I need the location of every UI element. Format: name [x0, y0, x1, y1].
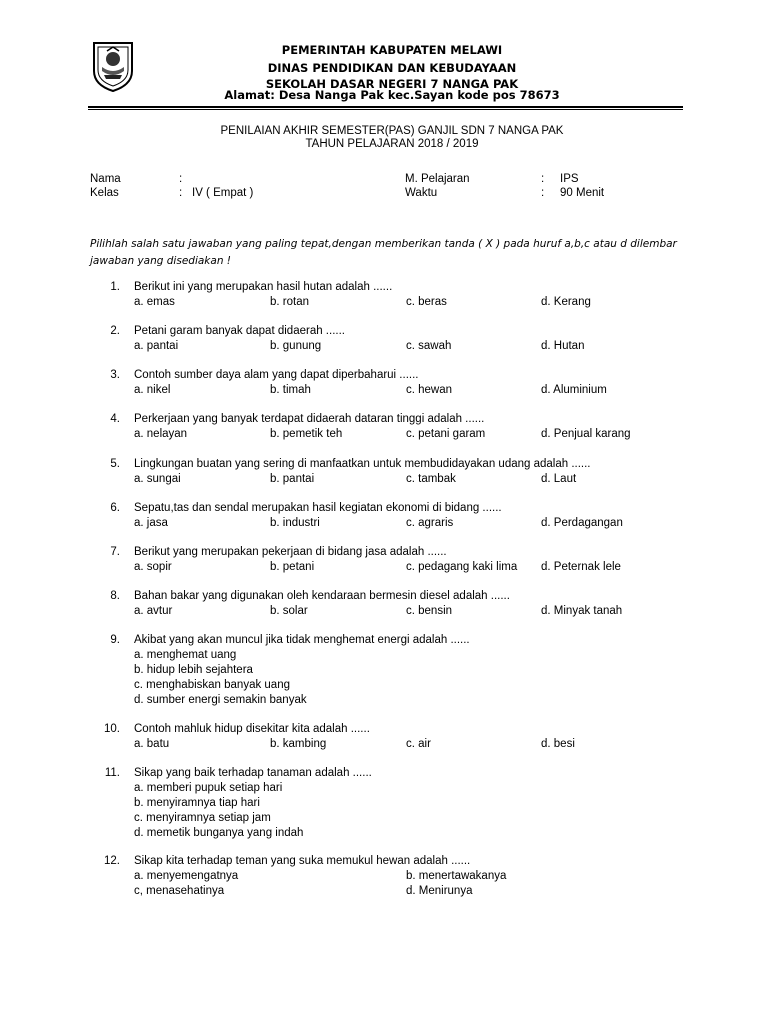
option-a: a. sungai: [134, 473, 181, 485]
option-c: c, menasehatinya: [134, 885, 225, 897]
question-text: Petani garam banyak dapat didaerah ......: [134, 325, 345, 337]
option-a: a. pantai: [134, 340, 179, 352]
question-number: 2.: [110, 325, 120, 337]
question-number: 5.: [110, 458, 120, 470]
option-d: d. Menirunya: [406, 885, 473, 897]
option-d: d. Laut: [541, 473, 577, 485]
question-text: Bahan bakar yang digunakan oleh kendaraan bermesin diesel adalah ......: [134, 590, 510, 602]
option-d: d. Peternak lele: [541, 561, 621, 573]
waktu-value: 90 Menit: [560, 187, 605, 199]
option-b: b. petani: [270, 561, 315, 573]
question-text: Contoh sumber daya alam yang dapat diperbaharui ......: [134, 369, 419, 381]
kelas-colon: :: [179, 187, 183, 199]
option-b: b. solar: [270, 605, 308, 617]
question-text: Sikap kita terhadap teman yang suka memukul hewan adalah ......: [134, 855, 471, 867]
option-d: d. sumber energi semakin banyak: [134, 694, 307, 706]
question-number: 1.: [110, 281, 120, 293]
option-d: d. Kerang: [541, 296, 591, 308]
option-b: b. menertawakanya: [406, 870, 507, 882]
option-b: b. kambing: [270, 738, 327, 750]
question-text: Akibat yang akan muncul jika tidak menghemat energi adalah ......: [134, 634, 470, 646]
nama-label: Nama: [90, 173, 121, 185]
option-b: b. menyiramnya tiap hari: [134, 797, 260, 809]
option-d: d. Perdagangan: [541, 517, 623, 529]
option-c: c. beras: [406, 296, 447, 308]
option-d: d. Hutan: [541, 340, 585, 352]
question-number: 8.: [110, 590, 120, 602]
option-d: d. besi: [541, 738, 575, 750]
option-a: a. avtur: [134, 605, 173, 617]
option-d: d. Minyak tanah: [541, 605, 623, 617]
question-text: Contoh mahluk hidup disekitar kita adalah ......: [134, 723, 370, 735]
option-b: b. industri: [270, 517, 320, 529]
option-a: a. nelayan: [134, 428, 188, 440]
question-number: 11.: [104, 767, 120, 779]
mapel-colon: :: [541, 173, 545, 185]
waktu-colon: :: [541, 187, 545, 199]
question-text: Lingkungan buatan yang sering di manfaatkan untuk membudidayakan udang adalah ......: [134, 458, 591, 470]
question-text: Berikut ini yang merupakan hasil hutan adalah ......: [134, 281, 393, 293]
nama-colon: :: [179, 173, 183, 185]
question-text: Sepatu,tas dan sendal merupakan hasil kegiatan ekonomi di bidang ......: [134, 502, 502, 514]
option-b: b. timah: [270, 384, 311, 396]
question-number: 10.: [104, 723, 120, 735]
option-c: c. sawah: [406, 340, 452, 352]
question-text: Sikap yang baik terhadap tanaman adalah ......: [134, 767, 372, 779]
header-rule-thick: [88, 106, 683, 108]
option-c: c. air: [406, 738, 431, 750]
header-address: Alamat: Desa Nanga Pak kec.Sayan kode pos 78673: [224, 88, 560, 102]
question-number: 3.: [110, 369, 120, 381]
option-c: c. tambak: [406, 473, 456, 485]
option-d: d. Aluminium: [541, 384, 607, 396]
header-rule-thin: [88, 109, 683, 110]
instructions: Pilihlah salah satu jawaban yang paling tepat,dengan memberikan tanda ( X ) pada huruf a,b,c atau d dilembar jawaban yang disediakan !: [90, 238, 677, 267]
option-d: d. memetik bunganya yang indah: [134, 827, 304, 839]
waktu-label: Waktu: [405, 187, 438, 199]
question-number: 7.: [110, 546, 120, 558]
option-b: b. pemetik teh: [270, 428, 343, 440]
exam-title: PENILAIAN AKHIR SEMESTER(PAS) GANJIL SDN 7 NANGA PAK: [220, 125, 564, 137]
option-c: c. petani garam: [406, 428, 486, 440]
option-c: c. hewan: [406, 384, 453, 396]
option-d: d. Penjual karang: [541, 428, 631, 440]
kelas-label: Kelas: [90, 187, 119, 199]
option-b: b. gunung: [270, 340, 322, 352]
exam-year: TAHUN PELAJARAN 2018 / 2019: [305, 138, 479, 150]
option-c: c. menghabiskan banyak uang: [134, 679, 290, 691]
mapel-label: M. Pelajaran: [405, 173, 470, 185]
option-c: c. agraris: [406, 517, 454, 529]
question-number: 6.: [110, 502, 120, 514]
question-text: Berikut yang merupakan pekerjaan di bidang jasa adalah ......: [134, 546, 447, 558]
question-number: 12.: [104, 855, 120, 867]
mapel-value: IPS: [560, 173, 579, 185]
option-a: a. sopir: [134, 561, 172, 573]
option-a: a. nikel: [134, 384, 171, 396]
option-a: a. jasa: [134, 517, 168, 529]
header-school: SEKOLAH DASAR NEGERI 7 NANGA PAK: [265, 77, 519, 91]
option-b: b. pantai: [270, 473, 315, 485]
option-c: c. bensin: [406, 605, 453, 617]
kelas-value: IV ( Empat ): [192, 187, 254, 199]
option-b: b. rotan: [270, 296, 309, 308]
option-a: a. menyemengatnya: [134, 870, 239, 882]
option-a: a. memberi pupuk setiap hari: [134, 782, 283, 794]
question-number: 4.: [110, 413, 120, 425]
header-government: PEMERINTAH KABUPATEN MELAWI: [281, 43, 503, 57]
option-b: b. hidup lebih sejahtera: [134, 664, 253, 676]
question-number: 9.: [110, 634, 120, 646]
option-a: a. batu: [134, 738, 170, 750]
option-c: c. menyiramnya setiap jam: [134, 812, 271, 824]
question-text: Perkerjaan yang banyak terdapat didaerah dataran tinggi adalah ......: [134, 413, 485, 425]
option-a: a. menghemat uang: [134, 649, 237, 661]
header-department: DINAS PENDIDIKAN DAN KEBUDAYAAN: [267, 61, 517, 75]
option-c: c. pedagang kaki lima: [406, 561, 518, 573]
option-a: a. emas: [134, 296, 175, 308]
